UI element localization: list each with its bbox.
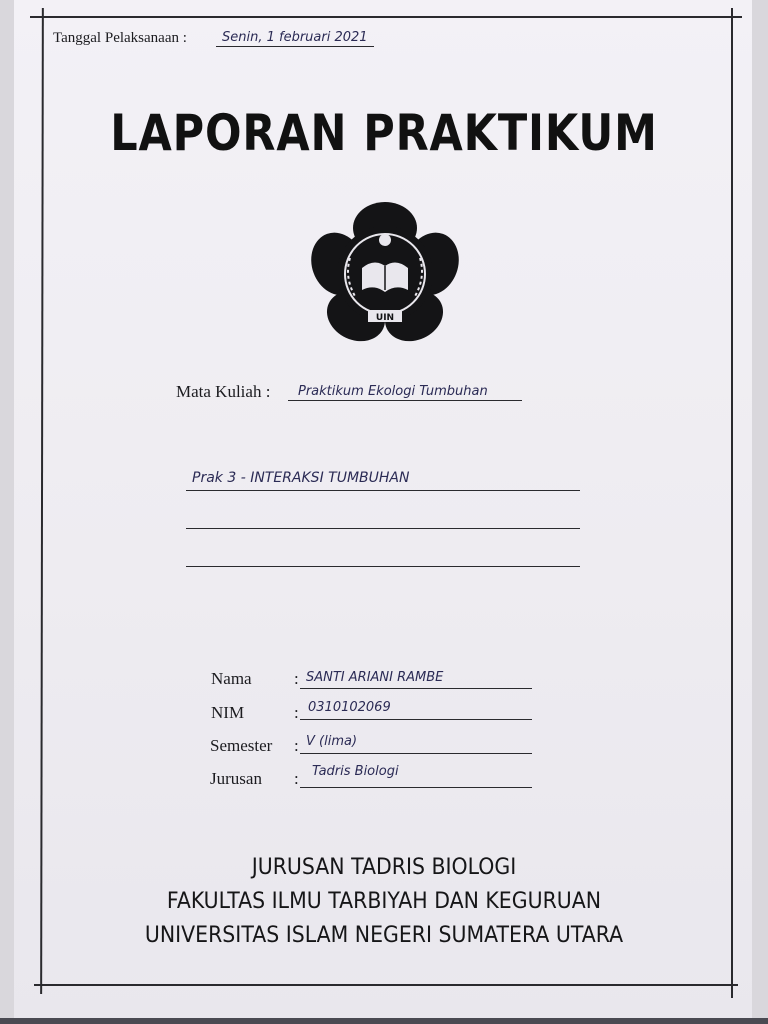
topic-underline-1 bbox=[186, 490, 580, 491]
nim-value: 0310102069 bbox=[308, 700, 391, 715]
footer-department: JURUSAN TADRIS BIOLOGI bbox=[251, 855, 517, 880]
jurusan-underline bbox=[300, 787, 532, 788]
jurusan-colon: : bbox=[294, 769, 299, 788]
name-underline bbox=[300, 688, 532, 689]
semester-underline bbox=[300, 753, 532, 754]
name-value: SANTI ARIANI RAMBE bbox=[306, 670, 444, 685]
course-label: Mata Kuliah : bbox=[176, 382, 271, 401]
emblem-text: UIN bbox=[375, 313, 395, 323]
jurusan-value: Tadris Biologi bbox=[312, 764, 399, 779]
jurusan-label: Jurusan bbox=[210, 769, 262, 788]
topic-line-1: Prak 3 - INTERAKSI TUMBUHAN bbox=[192, 470, 410, 486]
footer-faculty: FAKULTAS ILMU TARBIYAH DAN KEGURUAN bbox=[166, 889, 602, 914]
nim-label: NIM bbox=[211, 703, 245, 722]
page-title: LAPORAN PRAKTIKUM bbox=[110, 104, 658, 162]
nim-colon: : bbox=[294, 703, 299, 722]
frame-right bbox=[731, 8, 733, 998]
course-value: Praktikum Ekologi Tumbuhan bbox=[298, 384, 488, 399]
frame-top bbox=[30, 16, 742, 18]
topic-underline-3 bbox=[186, 566, 580, 567]
table-surface bbox=[0, 1018, 768, 1024]
footer-university: UNIVERSITAS ISLAM NEGERI SUMATERA UTARA bbox=[144, 923, 624, 948]
date-label: Tanggal Pelaksanaan : bbox=[53, 30, 187, 46]
date-underline bbox=[216, 46, 374, 47]
name-colon: : bbox=[294, 669, 299, 688]
date-value: Senin, 1 februari 2021 bbox=[222, 30, 368, 45]
semester-colon: : bbox=[294, 736, 299, 755]
semester-value: V (lima) bbox=[306, 734, 358, 749]
semester-label: Semester bbox=[210, 736, 273, 755]
course-underline bbox=[288, 400, 522, 401]
nim-underline bbox=[300, 719, 532, 720]
frame-bottom bbox=[34, 984, 738, 986]
topic-underline-2 bbox=[186, 528, 580, 529]
university-emblem-icon bbox=[310, 198, 460, 344]
name-label: Nama bbox=[211, 669, 252, 688]
